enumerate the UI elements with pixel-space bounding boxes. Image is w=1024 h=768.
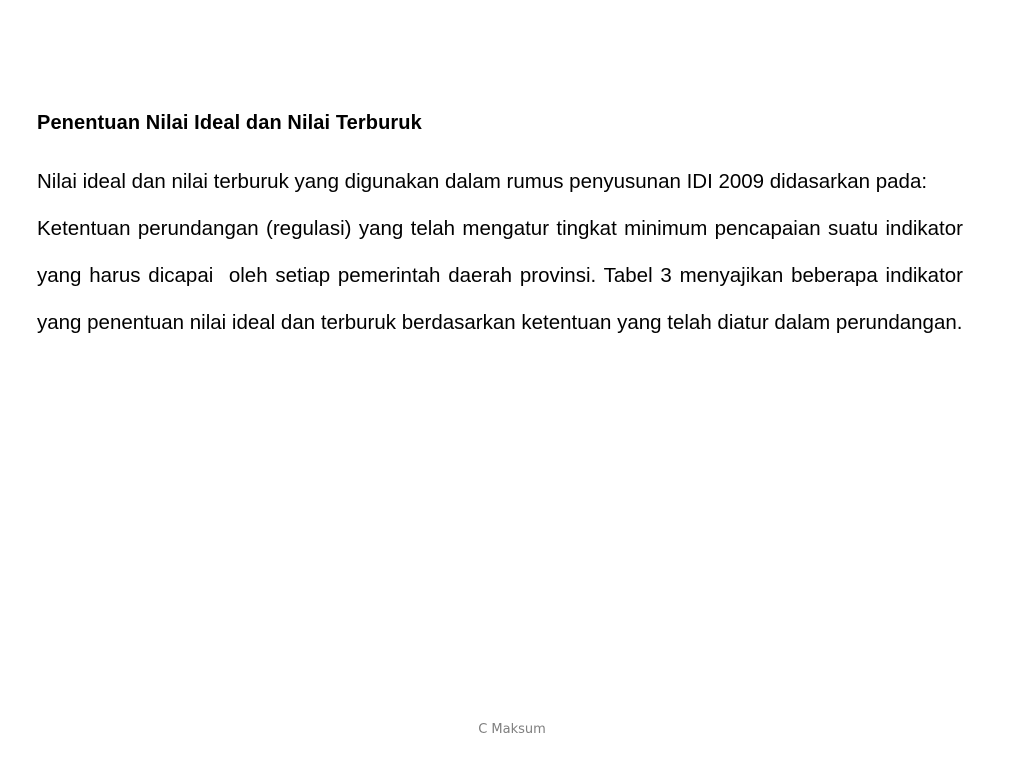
paragraph-regulation: Ketentuan perundangan (regulasi) yang telah mengatur tingkat minimum pencapaian suatu indikator yang harus dicapai oleh setiap pemerintah daerah provinsi. Tabel 3 menyajikan beberapa indikator yang penentuan nilai ideal dan terburuk berdasarkan ketentuan yang telah diatur dalam perundangan. xyxy=(37,217,969,334)
slide-content xyxy=(37,108,969,346)
slide-heading: Penentuan Nilai Ideal dan Nilai Terburuk xyxy=(37,112,422,134)
slide-footer-author: C Maksum xyxy=(478,722,546,737)
paragraph-intro: Nilai ideal dan nilai terburuk yang digunakan dalam rumus penyusunan IDI 2009 didasarkan pada: xyxy=(37,170,928,193)
